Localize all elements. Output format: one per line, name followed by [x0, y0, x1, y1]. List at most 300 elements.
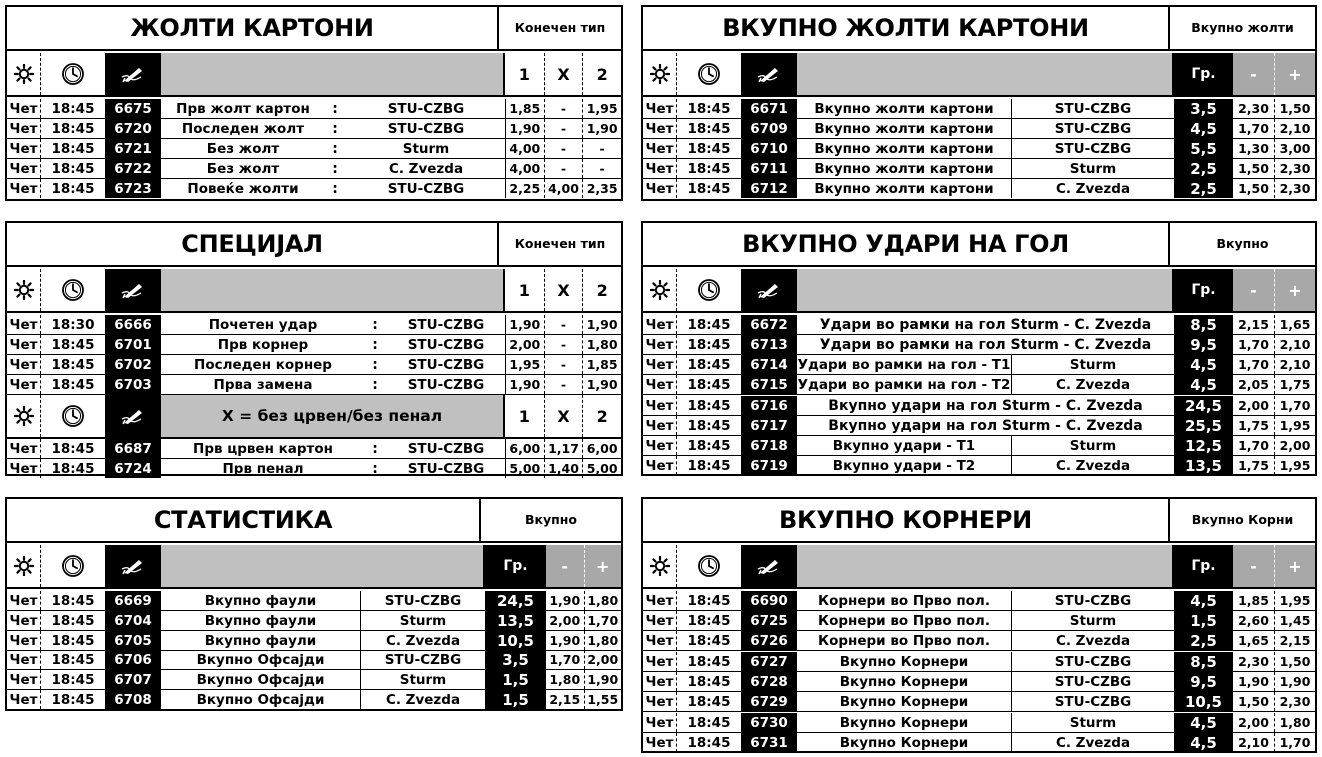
- day-cell: Чет: [643, 456, 677, 475]
- time-cell: 18:45: [687, 437, 731, 454]
- odds-cell[interactable]: 1,45: [1274, 611, 1315, 630]
- team-name: STU-CZBG: [387, 120, 465, 137]
- header-label: [161, 269, 505, 311]
- odds-cell[interactable]: 1,50: [1274, 99, 1315, 118]
- odds-cell[interactable]: -: [582, 159, 621, 178]
- bet-row[interactable]: [643, 733, 1315, 753]
- odds-cell[interactable]: 1,80: [549, 672, 581, 687]
- odds-cell[interactable]: 1,85: [1238, 593, 1269, 608]
- line-value: 3,5: [1174, 99, 1233, 118]
- odds-cell[interactable]: 2,30: [1274, 159, 1315, 178]
- bet-row[interactable]: [643, 692, 1315, 712]
- time-cell: 18:45: [687, 653, 731, 670]
- event-code: 6704: [105, 611, 161, 630]
- bet-row[interactable]: [643, 119, 1315, 139]
- odds-cell[interactable]: -: [544, 375, 583, 394]
- line-value: 24,5: [1174, 396, 1233, 415]
- bet-row[interactable]: [643, 436, 1315, 456]
- odds-cell[interactable]: 1,65: [1274, 315, 1315, 334]
- bet-row[interactable]: [643, 713, 1315, 733]
- time-cell: 18:45: [51, 336, 95, 353]
- odds-cell[interactable]: 2,30: [1238, 654, 1269, 669]
- market-panel: [5, 221, 623, 476]
- odds-cell[interactable]: 4,00: [544, 179, 583, 198]
- odds-cell[interactable]: 1,50: [1238, 181, 1269, 196]
- bet-row[interactable]: [7, 670, 621, 690]
- bet-row[interactable]: [643, 99, 1315, 119]
- bet-row[interactable]: [7, 690, 621, 710]
- day-cell: Чет: [643, 416, 677, 435]
- pen-icon: [105, 269, 161, 311]
- bet-row[interactable]: [7, 459, 621, 479]
- odds-cell[interactable]: 1,90: [549, 593, 581, 608]
- time-cell: 18:45: [51, 440, 95, 457]
- odds-column-label: 1: [518, 280, 530, 300]
- odds-cell[interactable]: 1,90: [1238, 674, 1269, 689]
- bet-row[interactable]: [7, 375, 621, 395]
- odds-cell[interactable]: 1,80: [584, 631, 622, 650]
- odds-cell[interactable]: -: [544, 159, 583, 178]
- time-cell: 18:45: [687, 457, 731, 474]
- odds-cell[interactable]: 3,00: [1274, 139, 1315, 158]
- market-name: Вкупно жолти картони: [797, 139, 1012, 158]
- sub-header: [7, 395, 621, 439]
- odds-cell[interactable]: 1,75: [1238, 418, 1269, 433]
- odds-cell[interactable]: 1,85: [505, 99, 544, 118]
- market-name: Вкупно удари на гол Sturm - C. Zvezda: [828, 397, 1143, 414]
- day-cell: Чет: [643, 692, 677, 711]
- day-cell: Чет: [7, 690, 41, 709]
- day-cell: Чет: [643, 436, 677, 455]
- time-cell: 18:45: [687, 376, 731, 393]
- time-cell: 18:45: [687, 160, 731, 177]
- day-cell: Чет: [643, 159, 677, 178]
- odds-cell[interactable]: -: [544, 119, 583, 138]
- team-name: Sturm: [399, 612, 447, 629]
- odds-cell[interactable]: 1,30: [1238, 141, 1269, 156]
- sun-icon: [643, 269, 677, 311]
- event-code: 6721: [105, 139, 161, 158]
- event-code: 6722: [105, 159, 161, 178]
- day-cell: Чет: [643, 396, 677, 415]
- bet-row[interactable]: [643, 631, 1315, 651]
- odds-cell[interactable]: 2,00: [1274, 436, 1315, 455]
- time-cell: 18:45: [687, 356, 731, 373]
- odds-cell[interactable]: 4,00: [505, 139, 544, 158]
- line-value: 25,5: [1174, 416, 1233, 435]
- event-code: 6715: [741, 375, 797, 394]
- panel-subtitle: Вкупно жолти: [1170, 7, 1315, 51]
- time-cell: 18:45: [51, 671, 95, 688]
- odds-cell[interactable]: 5,00: [505, 459, 544, 478]
- odds-cell[interactable]: 2,10: [1274, 355, 1315, 374]
- time-cell: 18:45: [51, 612, 95, 629]
- day-cell: Чет: [643, 733, 677, 752]
- team-name: STU-CZBG: [407, 440, 485, 457]
- odds-cell[interactable]: 2,05: [1238, 377, 1269, 392]
- team-name: STU-CZBG: [407, 376, 485, 393]
- bet-row[interactable]: [643, 179, 1315, 199]
- odds-cell[interactable]: 1,90: [549, 633, 581, 648]
- panel-title: ВКУПНО ЖОЛТИ КАРТОНИ: [643, 7, 1170, 51]
- panel-title: ВКУПНО УДАРИ НА ГОЛ: [643, 223, 1170, 267]
- odds-cell[interactable]: 2,30: [1274, 179, 1315, 198]
- odds-cell[interactable]: 1,90: [582, 119, 621, 138]
- odds-column-label: -: [1233, 53, 1274, 95]
- pen-icon: [105, 53, 161, 95]
- odds-column-label: -: [546, 545, 584, 587]
- odds-cell[interactable]: 6,00: [505, 439, 544, 458]
- event-code: 6690: [741, 591, 797, 610]
- event-code: 6711: [741, 159, 797, 178]
- sun-icon: [643, 53, 677, 95]
- event-code: 6710: [741, 139, 797, 158]
- team-name: STU-CZBG: [1054, 673, 1132, 690]
- team-name: STU-CZBG: [407, 316, 485, 333]
- odds-column-label: X: [544, 53, 583, 95]
- odds-cell[interactable]: 1,70: [1238, 121, 1269, 136]
- event-code: 6718: [741, 436, 797, 455]
- team-name: Sturm: [1069, 160, 1117, 177]
- odds-cell[interactable]: 2,25: [505, 179, 544, 198]
- line-column-label: Гр.: [485, 545, 546, 587]
- odds-cell[interactable]: 1,70: [1274, 396, 1315, 415]
- odds-cell[interactable]: 1,90: [582, 315, 621, 334]
- separator-colon: :: [332, 140, 338, 157]
- clock-icon: [677, 53, 741, 95]
- odds-cell[interactable]: 1,70: [1238, 438, 1269, 453]
- bet-row[interactable]: [7, 99, 621, 119]
- time-cell: 18:45: [51, 651, 95, 668]
- market-name: Вкупно жолти картони: [797, 119, 1012, 138]
- team-name: STU-CZBG: [1054, 100, 1132, 117]
- odds-cell[interactable]: 1,75: [1238, 458, 1269, 473]
- sun-icon: [7, 53, 41, 95]
- team-name: STU-CZBG: [407, 356, 485, 373]
- separator-colon: :: [332, 160, 338, 177]
- panel-title: ЖОЛТИ КАРТОНИ: [7, 7, 499, 51]
- clock-icon: [41, 269, 105, 311]
- odds-cell[interactable]: 1,70: [549, 652, 581, 667]
- market-name: Вкупно Офсајди: [161, 690, 361, 709]
- day-cell: Чет: [7, 179, 41, 198]
- panel-title: СТАТИСТИКА: [7, 499, 481, 543]
- event-code: 6702: [105, 355, 161, 374]
- team-name: STU-CZBG: [387, 180, 465, 197]
- bet-row[interactable]: [643, 315, 1315, 335]
- column-header: [643, 269, 1315, 313]
- market-name: Удари во рамки на гол Sturm - C. Zvezda: [819, 336, 1152, 353]
- day-cell: Чет: [7, 611, 41, 630]
- market-name: Почетен удар: [208, 316, 318, 333]
- odds-column-label: +: [1274, 269, 1315, 311]
- odds-cell[interactable]: 1,95: [505, 355, 544, 374]
- market-name: Вкупно жолти картони: [797, 99, 1012, 118]
- separator-colon: :: [332, 120, 338, 137]
- bet-row[interactable]: [643, 355, 1315, 375]
- odds-cell[interactable]: 1,95: [1274, 416, 1315, 435]
- odds-cell[interactable]: 1,75: [1274, 375, 1315, 394]
- odds-cell[interactable]: 4,00: [505, 159, 544, 178]
- team-name: STU-CZBG: [1054, 140, 1132, 157]
- odds-cell[interactable]: 2,35: [582, 179, 621, 198]
- team-name: C. Zvezda: [1055, 632, 1131, 649]
- day-cell: Чет: [7, 459, 41, 478]
- odds-column-label: X: [544, 269, 583, 311]
- bet-row[interactable]: [643, 652, 1315, 672]
- market-name: Вкупно Корнери: [797, 733, 1012, 752]
- header-label: [161, 53, 505, 95]
- time-cell: 18:45: [51, 376, 95, 393]
- odds-cell[interactable]: 1,17: [544, 439, 583, 458]
- market-name: Удари во рамки на гол - Т2: [797, 376, 1011, 393]
- odds-cell[interactable]: 1,50: [1238, 694, 1269, 709]
- pen-icon: [105, 395, 161, 437]
- separator-colon: :: [332, 180, 338, 197]
- odds-cell[interactable]: 1,85: [582, 355, 621, 374]
- line-value: 5,5: [1174, 139, 1233, 158]
- pen-icon: [741, 269, 797, 311]
- header-label: [797, 269, 1174, 311]
- time-cell: 18:45: [687, 592, 731, 609]
- line-value: 8,5: [1174, 652, 1233, 671]
- team-name: STU-CZBG: [1054, 592, 1132, 609]
- bet-row[interactable]: [643, 591, 1315, 611]
- event-code: 6726: [741, 631, 797, 650]
- odds-cell[interactable]: -: [544, 139, 583, 158]
- clock-icon: [41, 53, 105, 95]
- event-code: 6719: [741, 456, 797, 475]
- bet-row[interactable]: [643, 396, 1315, 416]
- market-name: Вкупно фаули: [161, 591, 361, 610]
- bet-row[interactable]: [7, 315, 621, 335]
- clock-icon: [41, 545, 105, 587]
- odds-cell[interactable]: 1,70: [1238, 357, 1269, 372]
- bet-row[interactable]: [643, 611, 1315, 631]
- clock-icon: [677, 545, 741, 587]
- odds-cell[interactable]: 1,50: [1274, 652, 1315, 671]
- odds-cell[interactable]: 1,95: [582, 99, 621, 118]
- event-code: 6706: [105, 650, 161, 669]
- pen-icon: [105, 545, 161, 587]
- odds-cell[interactable]: 1,90: [505, 315, 544, 334]
- line-value: 10,5: [485, 631, 546, 650]
- time-cell: 18:45: [687, 120, 731, 137]
- bet-row[interactable]: [7, 650, 621, 670]
- odds-cell[interactable]: 1,40: [544, 459, 583, 478]
- event-code: 6725: [741, 611, 797, 630]
- bet-row[interactable]: [643, 375, 1315, 395]
- market-name: Без жолт: [206, 160, 280, 177]
- bet-row[interactable]: [7, 335, 621, 355]
- event-code: 6717: [741, 416, 797, 435]
- bet-row[interactable]: [7, 439, 621, 459]
- event-code: 6727: [741, 652, 797, 671]
- odds-cell[interactable]: -: [544, 315, 583, 334]
- day-cell: Чет: [7, 650, 41, 669]
- separator-colon: :: [372, 460, 378, 477]
- market-name: Прв пенал: [222, 460, 304, 477]
- odds-cell[interactable]: 1,80: [1274, 713, 1315, 732]
- team-name: C. Zvezda: [385, 632, 461, 649]
- odds-cell[interactable]: 1,70: [584, 611, 622, 630]
- bet-row[interactable]: [643, 416, 1315, 436]
- time-cell: 18:45: [687, 673, 731, 690]
- line-value: 2,5: [1174, 179, 1233, 198]
- team-name: C. Zvezda: [1055, 457, 1131, 474]
- market-name: Вкупно удари - Т1: [797, 436, 1012, 455]
- odds-cell[interactable]: 1,70: [1274, 733, 1315, 752]
- event-code: 6716: [741, 396, 797, 415]
- odds-cell[interactable]: 5,00: [582, 459, 621, 478]
- bet-row[interactable]: [7, 591, 621, 611]
- panel-subtitle: Вкупно: [481, 499, 621, 543]
- bet-row[interactable]: [643, 139, 1315, 159]
- market-name: Повеќе жолти: [187, 180, 299, 197]
- event-code: 6701: [105, 335, 161, 354]
- line-value: 4,5: [1174, 119, 1233, 138]
- time-cell: 18:45: [51, 460, 95, 477]
- bet-row[interactable]: [7, 631, 621, 651]
- event-code: 6705: [105, 631, 161, 650]
- market-name: Прва замена: [213, 376, 313, 393]
- market-name: Корнери во Прво пол.: [797, 591, 1012, 610]
- odds-cell[interactable]: 2,00: [1238, 398, 1269, 413]
- day-cell: Чет: [7, 139, 41, 158]
- sun-icon: [7, 395, 41, 437]
- time-cell: 18:45: [687, 140, 731, 157]
- odds-cell[interactable]: 2,00: [584, 650, 622, 669]
- separator-colon: :: [332, 100, 338, 117]
- odds-cell[interactable]: 2,30: [1274, 692, 1315, 711]
- market-name: Удари во рамки на гол - Т1: [797, 356, 1011, 373]
- pen-icon: [741, 53, 797, 95]
- event-code: 6671: [741, 99, 797, 118]
- bet-row[interactable]: [643, 456, 1315, 476]
- clock-icon: [677, 269, 741, 311]
- team-name: STU-CZBG: [384, 592, 462, 609]
- team-name: STU-CZBG: [1054, 120, 1132, 137]
- market-name: Последен корнер: [194, 356, 332, 373]
- bet-row[interactable]: [7, 355, 621, 375]
- odds-cell[interactable]: 2,00: [1238, 715, 1269, 730]
- odds-cell[interactable]: -: [544, 335, 583, 354]
- day-cell: Чет: [643, 672, 677, 691]
- team-name: Sturm: [1069, 437, 1117, 454]
- market-name: Вкупно удари - Т2: [797, 456, 1012, 475]
- bet-row[interactable]: [7, 139, 621, 159]
- odds-cell[interactable]: 2,10: [1274, 335, 1315, 354]
- panel-subtitle: Вкупно: [1170, 223, 1315, 267]
- odds-cell[interactable]: 1,70: [1238, 337, 1269, 352]
- team-name: STU-CZBG: [1054, 693, 1132, 710]
- header-label: [161, 545, 485, 587]
- odds-cell[interactable]: -: [582, 139, 621, 158]
- bet-row[interactable]: [643, 159, 1315, 179]
- day-cell: Чет: [7, 99, 41, 118]
- odds-column-label: X: [544, 395, 583, 437]
- market-name: Вкупно жолти картони: [797, 179, 1012, 198]
- event-code: 6703: [105, 375, 161, 394]
- odds-cell[interactable]: 1,65: [1238, 633, 1269, 648]
- odds-cell[interactable]: 1,80: [582, 335, 621, 354]
- column-header: [7, 53, 621, 97]
- market-name: Последен жолт: [181, 120, 305, 137]
- odds-cell[interactable]: 2,15: [549, 692, 581, 707]
- event-code: 6724: [105, 459, 161, 478]
- odds-column-label: 1: [518, 64, 530, 84]
- odds-column-label: -: [1233, 269, 1274, 311]
- odds-cell[interactable]: 2,10: [1238, 735, 1269, 750]
- market-name: Вкупно жолти картони: [797, 159, 1012, 178]
- time-cell: 18:45: [687, 693, 731, 710]
- separator-colon: :: [372, 376, 378, 393]
- line-column-label: Гр.: [1174, 545, 1233, 587]
- bet-row[interactable]: [643, 335, 1315, 355]
- market-panel: [641, 497, 1317, 753]
- odds-cell[interactable]: 2,30: [1238, 101, 1269, 116]
- odds-cell[interactable]: 1,55: [584, 690, 622, 709]
- odds-cell[interactable]: 1,90: [505, 119, 544, 138]
- odds-cell[interactable]: 1,50: [1238, 161, 1269, 176]
- odds-cell[interactable]: 1,95: [1274, 456, 1315, 475]
- line-value: 2,5: [1174, 631, 1233, 650]
- event-code: 6714: [741, 355, 797, 374]
- odds-cell[interactable]: 6,00: [582, 439, 621, 458]
- bet-row[interactable]: [7, 611, 621, 631]
- line-value: 2,5: [1174, 159, 1233, 178]
- line-value: 24,5: [485, 591, 546, 610]
- event-code: 6728: [741, 672, 797, 691]
- odds-cell[interactable]: 1,90: [505, 375, 544, 394]
- odds-cell[interactable]: -: [544, 99, 583, 118]
- odds-cell[interactable]: 2,15: [1238, 317, 1269, 332]
- day-cell: Чет: [7, 119, 41, 138]
- team-name: C. Zvezda: [388, 160, 464, 177]
- odds-cell[interactable]: 1,80: [584, 591, 622, 610]
- odds-cell[interactable]: 2,00: [549, 613, 581, 628]
- odds-cell[interactable]: 1,90: [1274, 672, 1315, 691]
- day-cell: Чет: [7, 591, 41, 610]
- odds-cell[interactable]: 1,90: [582, 375, 621, 394]
- event-code: 6730: [741, 713, 797, 732]
- time-cell: 18:45: [687, 714, 731, 731]
- odds-cell[interactable]: 2,10: [1274, 119, 1315, 138]
- bet-row[interactable]: [643, 672, 1315, 692]
- odds-cell[interactable]: 1,90: [584, 670, 622, 689]
- odds-cell[interactable]: 2,60: [1238, 613, 1269, 628]
- line-value: 13,5: [1174, 456, 1233, 475]
- header-label: [797, 545, 1174, 587]
- column-header: [7, 545, 621, 589]
- day-cell: Чет: [643, 139, 677, 158]
- day-cell: Чет: [7, 375, 41, 394]
- bet-row[interactable]: [7, 119, 621, 139]
- odds-cell[interactable]: 2,15: [1274, 631, 1315, 650]
- odds-cell[interactable]: 2,00: [505, 335, 544, 354]
- bet-row[interactable]: [7, 179, 621, 199]
- market-name: Вкупно Корнери: [797, 652, 1012, 671]
- odds-cell[interactable]: -: [544, 355, 583, 374]
- panel-subtitle: Вкупно Корни: [1170, 499, 1315, 543]
- event-code: 6723: [105, 179, 161, 198]
- odds-cell[interactable]: 1,95: [1274, 591, 1315, 610]
- bet-row[interactable]: [7, 159, 621, 179]
- time-cell: 18:45: [51, 592, 95, 609]
- panel-subtitle: Конечен тип: [499, 7, 621, 51]
- line-value: 1,5: [485, 670, 546, 689]
- team-name: C. Zvezda: [1055, 734, 1131, 751]
